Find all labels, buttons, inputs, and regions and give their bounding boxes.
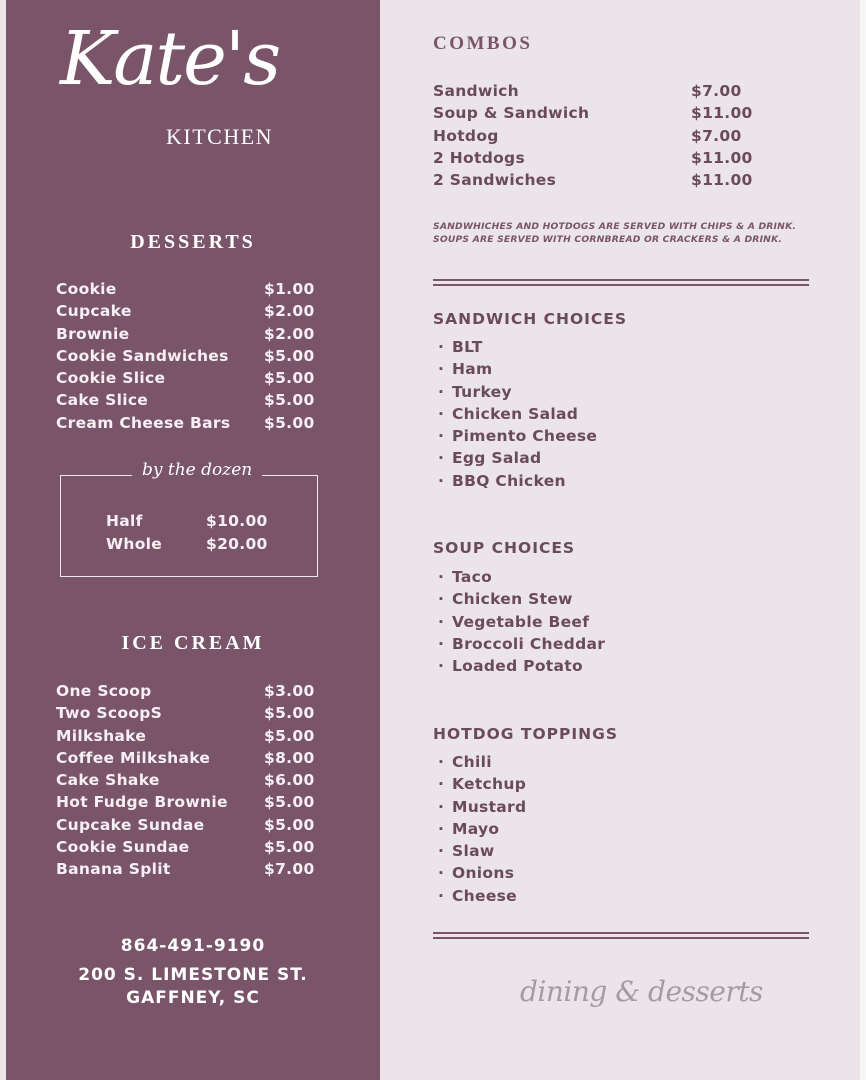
- list-item: · Turkey: [438, 382, 512, 401]
- left-panel: [6, 0, 380, 1080]
- list-item: · Cheese: [438, 886, 517, 905]
- ice-cream-list: [56, 680, 316, 881]
- list-item: · Chili: [438, 753, 492, 771]
- list-item: Brownie $2.00: [56, 324, 315, 343]
- list-item: 2 Sandwiches $11.00: [433, 171, 753, 190]
- list-item: · Mustard: [438, 797, 527, 816]
- hotdog-toppings-title: HOTDOG TOPPINGS: [433, 725, 618, 743]
- list-item: Cupcake $2.00: [56, 302, 315, 321]
- phone-number: 864-491-9190: [120, 936, 266, 956]
- list-item: · Ham: [438, 360, 493, 379]
- sandwich-choices-title: SANDWICH CHOICES: [433, 310, 628, 328]
- list-item: Milkshake $5.00: [56, 726, 315, 745]
- list-item: · Broccoli Cheddar: [438, 634, 606, 653]
- soup-choices-title: SOUP CHOICES: [433, 539, 576, 557]
- list-item: Two ScoopS $5.00: [56, 704, 315, 723]
- list-item: Whole $20.00: [106, 534, 268, 553]
- list-item: Hotdog $7.00: [433, 126, 742, 145]
- list-item: Cookie Slice $5.00: [56, 369, 315, 388]
- desserts-list: [56, 278, 316, 434]
- street-address: 200 S. LIMESTONE ST.: [78, 965, 308, 985]
- list-item: 2 Hotdogs $11.00: [433, 148, 753, 167]
- list-item: · Pimento Cheese: [438, 427, 598, 446]
- divider: [433, 279, 809, 286]
- desserts-title: DESSERTS: [130, 231, 256, 253]
- list-item: · Chicken Salad: [438, 404, 579, 423]
- combos-list: [433, 80, 753, 191]
- soup-choices-list: [438, 566, 605, 677]
- dozen-label: by the dozen: [132, 460, 262, 480]
- list-item: Cupcake Sundae $5.00: [56, 815, 315, 834]
- list-item: One Scoop $3.00: [56, 682, 315, 700]
- brand-subtitle: KITCHEN: [166, 124, 274, 149]
- page-edge: [860, 0, 866, 1080]
- tagline: dining & desserts: [520, 975, 763, 1008]
- list-item: Coffee Milkshake $8.00: [56, 748, 315, 767]
- list-item: · Taco: [438, 568, 493, 586]
- combos-title: COMBOS: [433, 33, 533, 54]
- list-item: · Vegetable Beef: [438, 612, 590, 631]
- city-state: GAFFNEY, SC: [126, 988, 260, 1008]
- list-item: · Mayo: [438, 819, 500, 838]
- list-item: · Onions: [438, 864, 515, 883]
- sandwich-choices-list: [438, 336, 597, 492]
- list-item: Half $10.00: [106, 512, 268, 530]
- list-item: Sandwich $7.00: [433, 82, 742, 100]
- list-item: Cake Shake $6.00: [56, 771, 315, 790]
- list-item: · Ketchup: [438, 775, 527, 794]
- list-item: · Loaded Potato: [438, 657, 583, 676]
- list-item: Hot Fudge Brownie $5.00: [56, 793, 315, 812]
- combos-note: [433, 220, 796, 246]
- list-item: Cookie $1.00: [56, 280, 315, 298]
- list-item: · BLT: [438, 338, 483, 356]
- brand-logo: Kate's: [60, 16, 280, 102]
- right-panel: [380, 0, 860, 1080]
- list-item: Banana Split $7.00: [56, 860, 315, 879]
- list-item: · Chicken Stew: [438, 590, 573, 609]
- list-item: Soup & Sandwich $11.00: [433, 104, 753, 123]
- list-item: Cookie Sandwiches $5.00: [56, 346, 315, 365]
- list-item: Cream Cheese Bars $5.00: [56, 413, 315, 432]
- list-item: · Egg Salad: [438, 449, 542, 468]
- divider: [433, 932, 809, 939]
- combos-note-line: SANDWHICHES AND HOTDOGS ARE SERVED WITH CHIPS & A DRINK.: [433, 221, 797, 232]
- ice-cream-title: ICE CREAM: [121, 632, 265, 654]
- hotdog-toppings-list: [438, 751, 526, 907]
- combos-note-line: SOUPS ARE SERVED WITH CORNBREAD OR CRACKERS & A DRINK.: [433, 234, 783, 245]
- list-item: · BBQ Chicken: [438, 471, 566, 490]
- list-item: Cookie Sundae $5.00: [56, 838, 315, 857]
- list-item: Cake Slice $5.00: [56, 391, 315, 410]
- list-item: · Slaw: [438, 842, 495, 861]
- dozen-list: [106, 510, 268, 555]
